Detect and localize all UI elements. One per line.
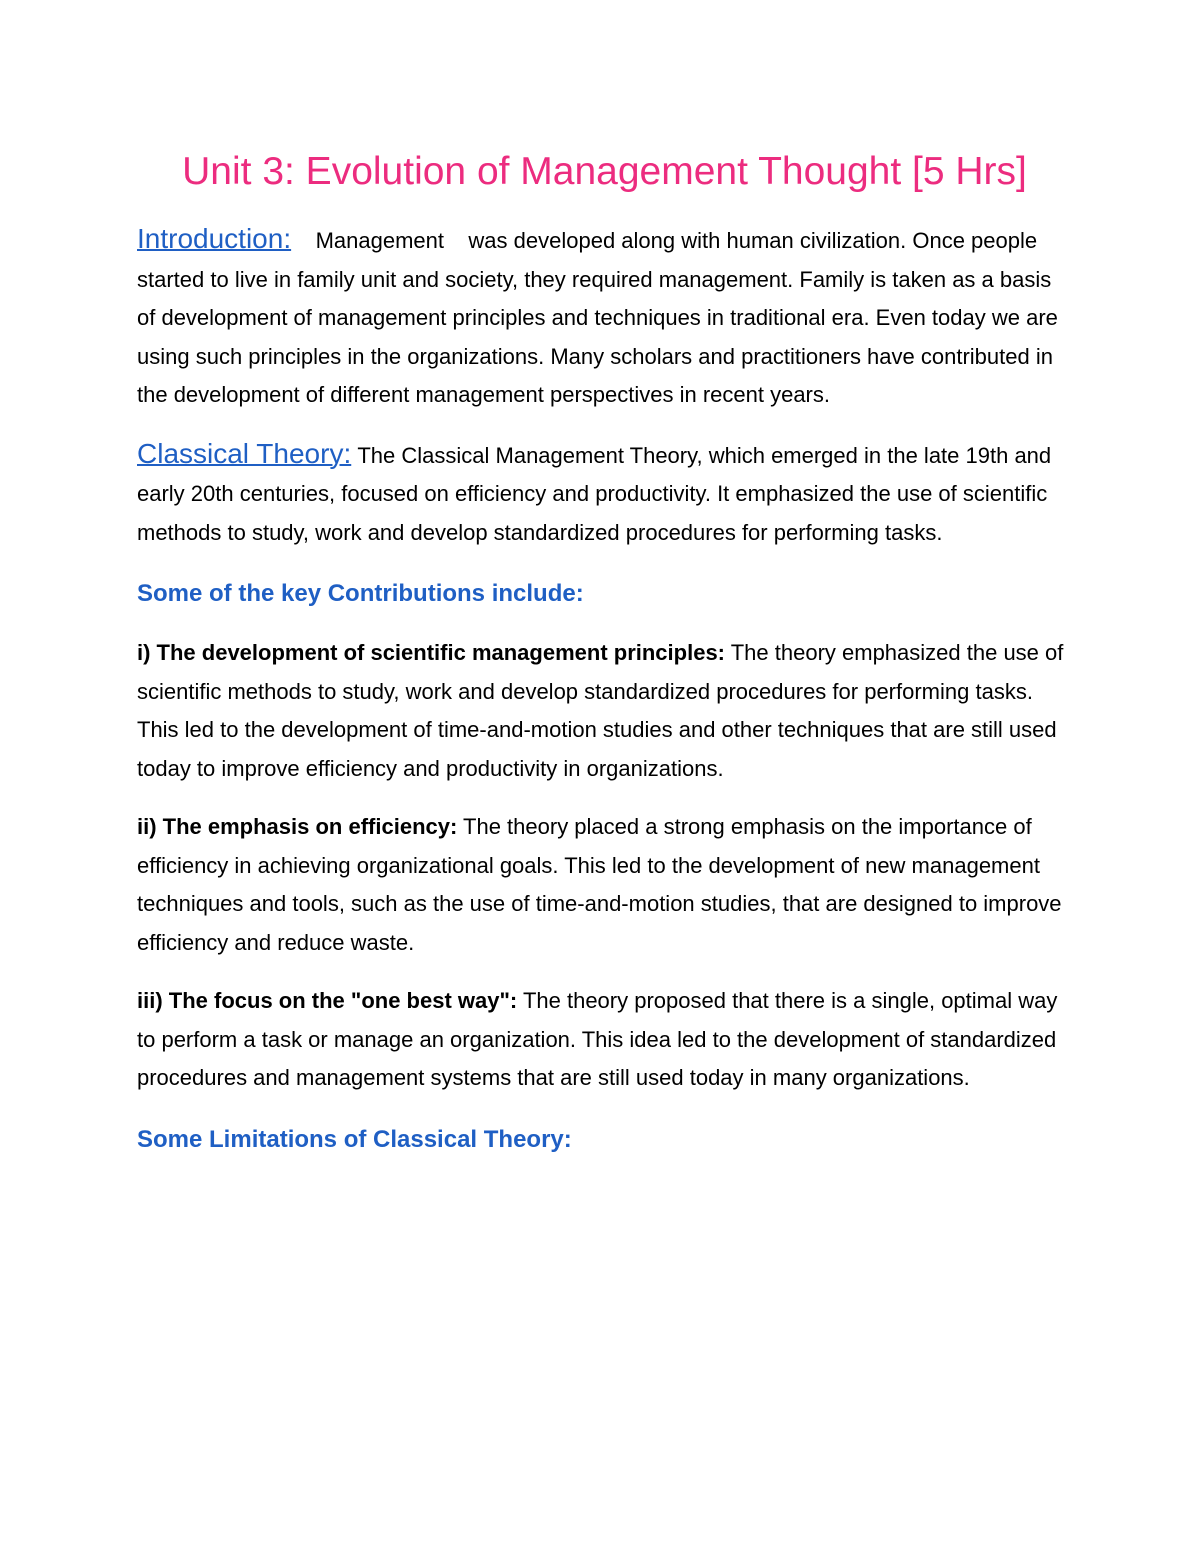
contribution-label: iii) The focus on the "one best way": <box>137 988 518 1013</box>
contribution-item <box>137 634 1072 788</box>
limitations-heading: Some Limitations of Classical Theory: <box>137 1125 572 1153</box>
document-page <box>137 140 1072 1160</box>
contribution-text: The theory emphasized the use of scientific methods to study, work and develop standardized procedures for performing tasks. This led to the development of time-and-motion studies and other techniques that are still used today to improve efficiency and productivity in organizations. <box>137 640 1064 781</box>
introduction-text: Management was developed along with human civilization. Once people started to live in family unit and society, they required management. Family is taken as a basis of development of management principles and techniques in traditional era. Even today we are using such principles in the organizations. Many scholars and practitioners have contributed in the development of different management perspectives in recent years. <box>137 228 1065 407</box>
contribution-label: ii) The emphasis on efficiency: <box>137 814 458 839</box>
classical-theory-paragraph <box>137 435 1072 553</box>
document-title: Unit 3: Evolution of Management Thought [5 Hrs] <box>182 150 1027 193</box>
contribution-text: The theory proposed that there is a single, optimal way to perform a task or manage an organization. This idea led to the development of standardized procedures and management systems that are still used today in many organizations. <box>137 988 1058 1090</box>
contribution-item <box>137 982 1072 1098</box>
introduction-paragraph <box>137 220 1072 415</box>
classical-theory-heading: Classical Theory: <box>137 437 352 469</box>
contributions-heading: Some of the key Contributions include: <box>137 580 584 607</box>
introduction-heading: Introduction: <box>137 223 292 254</box>
contribution-item <box>137 808 1072 962</box>
contribution-text: The theory placed a strong emphasis on the importance of efficiency in achieving organizational goals. This led to the development of new management techniques and tools, such as the use of time-and-motion studies, that are designed to improve efficiency and reduce waste. <box>137 814 1062 955</box>
contribution-label: i) The development of scientific management principles: <box>137 640 726 665</box>
classical-theory-text: The Classical Management Theory, which emerged in the late 19th and early 20th centuries, focused on efficiency and productivity. It emphasized the use of scientific methods to study, work and develop standardized procedures for performing tasks. <box>137 442 1052 545</box>
